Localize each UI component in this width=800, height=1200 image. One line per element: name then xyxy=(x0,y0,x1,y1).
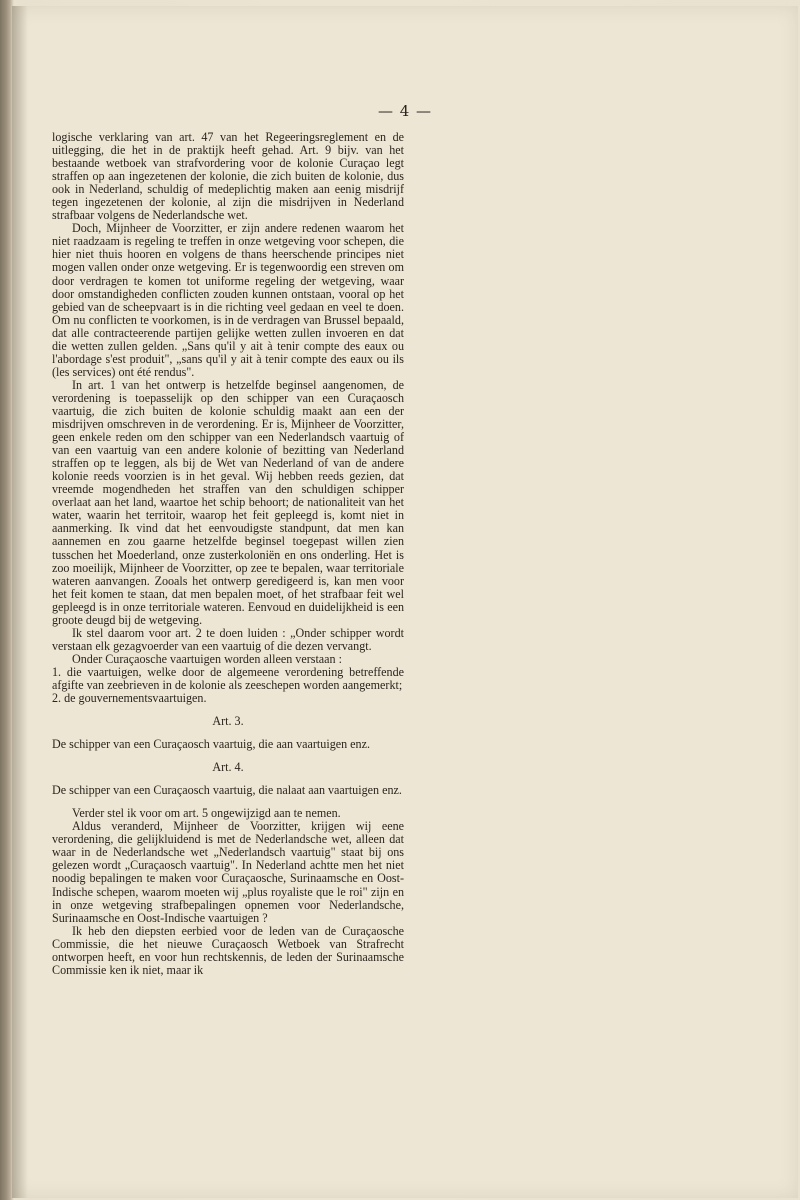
article-heading: Art. 4. xyxy=(212,760,244,775)
paragraph: Ik stel daarom voor art. 2 te doen luiden : „Onder schipper wordt verstaan elk gezagvoerder van een vaartuig of die dezen vervangt. xyxy=(52,625,404,653)
article-text: De schipper van een Curaçaosch vaartuig, die aan vaartuigen enz. xyxy=(52,737,370,752)
article-heading: Art. 3. xyxy=(212,714,244,729)
paragraph: Aldus veranderd, Mijnheer de Voorzitter, krijgen wij eene verordening, die gelijkluidend is met de Nederlandsche wet, alleen dat waar in de Nederlandsche wet „Nederlandsch vaartuig" staat bij ons gelezen wordt „Curaçaosch vaartuig". In Nederland achtte men het niet noodig bepalingen te maken voor Curaçaosche, Surinaamsche en Oost-Indische schepen, waarom moeten wij „plus royaliste que le roi" zijn en in onze wetgeving strafbepalingen opnemen voor Nederlandsche, Surinaamsche en Oost-Indische vaartuigen ? xyxy=(52,819,404,925)
paragraph: Ik heb den diepsten eerbied voor de leden van de Curaçaosche Commissie, die het nieuwe Curaçaosch Wetboek van Strafrecht ontworpen heeft, en voor hun rechtskennis, de leden der Surinaamsche Commissie ken ik niet, maar ik xyxy=(52,923,404,977)
list-item: 1. die vaartuigen, welke door de algemeene verordening betreffende afgifte van zeebrieven in de kolonie als zeeschepen worden aangemerkt; xyxy=(52,664,404,692)
document-page xyxy=(12,6,798,1198)
page-number: — 4 — xyxy=(377,102,433,120)
paragraph: In art. 1 van het ontwerp is hetzelfde beginsel aangenomen, de verordening is toepasselijk op den schipper van een Curaçaosch vaartuig, die zich buiten de kolonie schuldig maakt aan een der misdrijven omschreven in de verordening. Er is, Mijnheer de Voorzitter, geen enkele reden om den schipper van een Nederlandsch vaartuig of van een vaartuig van een andere kolonie of bezitting van Nederland straffen op te leggen, als bij de Wet van Nederland of van de andere kolonie reeds voorzien is in het geval. Wij hebben reeds gezien, dat vreemde mogendheden het straffen van den schuldigen schipper overlaat aan het land, waartoe het schip behoort; de nationaliteit van het water, waarin het territoir, waarop het feit gepleegd is, komt niet in aanmerking. Ik vind dat het eenvoudigste standpunt, dat men kan aannemen en zou gaarne hetzelfde beginsel toegepast willen zien tusschen het Moederland, onze zusterkoloniën en ons onderling. Het is zoo moeilijk, Mijnheer de Voorzitter, op zee te bepalen, waar territoriale wateren aanvangen. Zooals het ontwerp geredigeerd is, kan men voor het feit komen te staan, dat men bepalen moet, of het strafbaar feit wel gepleegd is in onze territoriale wateren. Eenvoud en duidelijkheid is een groote deugd bij de wetgeving. xyxy=(52,377,404,627)
paragraph: Onder Curaçaosche vaartuigen worden alleen verstaan : xyxy=(72,651,342,666)
binding-shadow xyxy=(12,6,28,1198)
body-text xyxy=(52,131,404,977)
paragraph: Doch, Mijnheer de Voorzitter, er zijn andere redenen waarom het niet raadzaam is regeling te treffen in onze wetgeving voor schepen, die hier niet thuis hooren en volgens de thans heerschende principes niet mogen vallen onder onze wetgeving. Er is tegenwoordig een streven om door verdragen te komen tot uniforme regeling der wetgeving, waar door omstandigheden conflicten zouden kunnen ontstaan, vooral op het gebied van de scheepvaart is in die richting veel gedaan en veel te doen. Om nu conflicten te voorkomen, is in de verdragen van Brussel bepaald, dat alle contracteerende partijen gelijke wetten zullen invoeren en dat die wetten zullen gelden. „Sans qu'il y ait à tenir compte des eaux ou l'abordage s'est produit", „sans qu'il y ait à tenir compte des eaux ou ils (les services) ont été rendus". xyxy=(52,221,404,379)
paragraph: logische verklaring van art. 47 van het Regeeringsreglement en de uitlegging, die het in de praktijk heeft gehad. Art. 9 bijv. van het bestaande wetboek van strafvordering voor de kolonie Curaçao legt straffen op aan ingezetenen der kolonie, die zich buiten de kolonie, dus ook in Nederland, schuldig of medeplichtig maken aan eenig misdrijf tegen ingezetenen der kolonie, al zijn die misdrijven in Nederland strafbaar volgens de Nederlandsche wet. xyxy=(52,130,404,223)
article-text: De schipper van een Curaçaosch vaartuig, die nalaat aan vaartuigen enz. xyxy=(52,783,402,798)
list-item: 2. de gouvernementsvaartuigen. xyxy=(52,691,207,706)
paragraph: Verder stel ik voor om art. 5 ongewijzigd aan te nemen. xyxy=(72,806,341,821)
